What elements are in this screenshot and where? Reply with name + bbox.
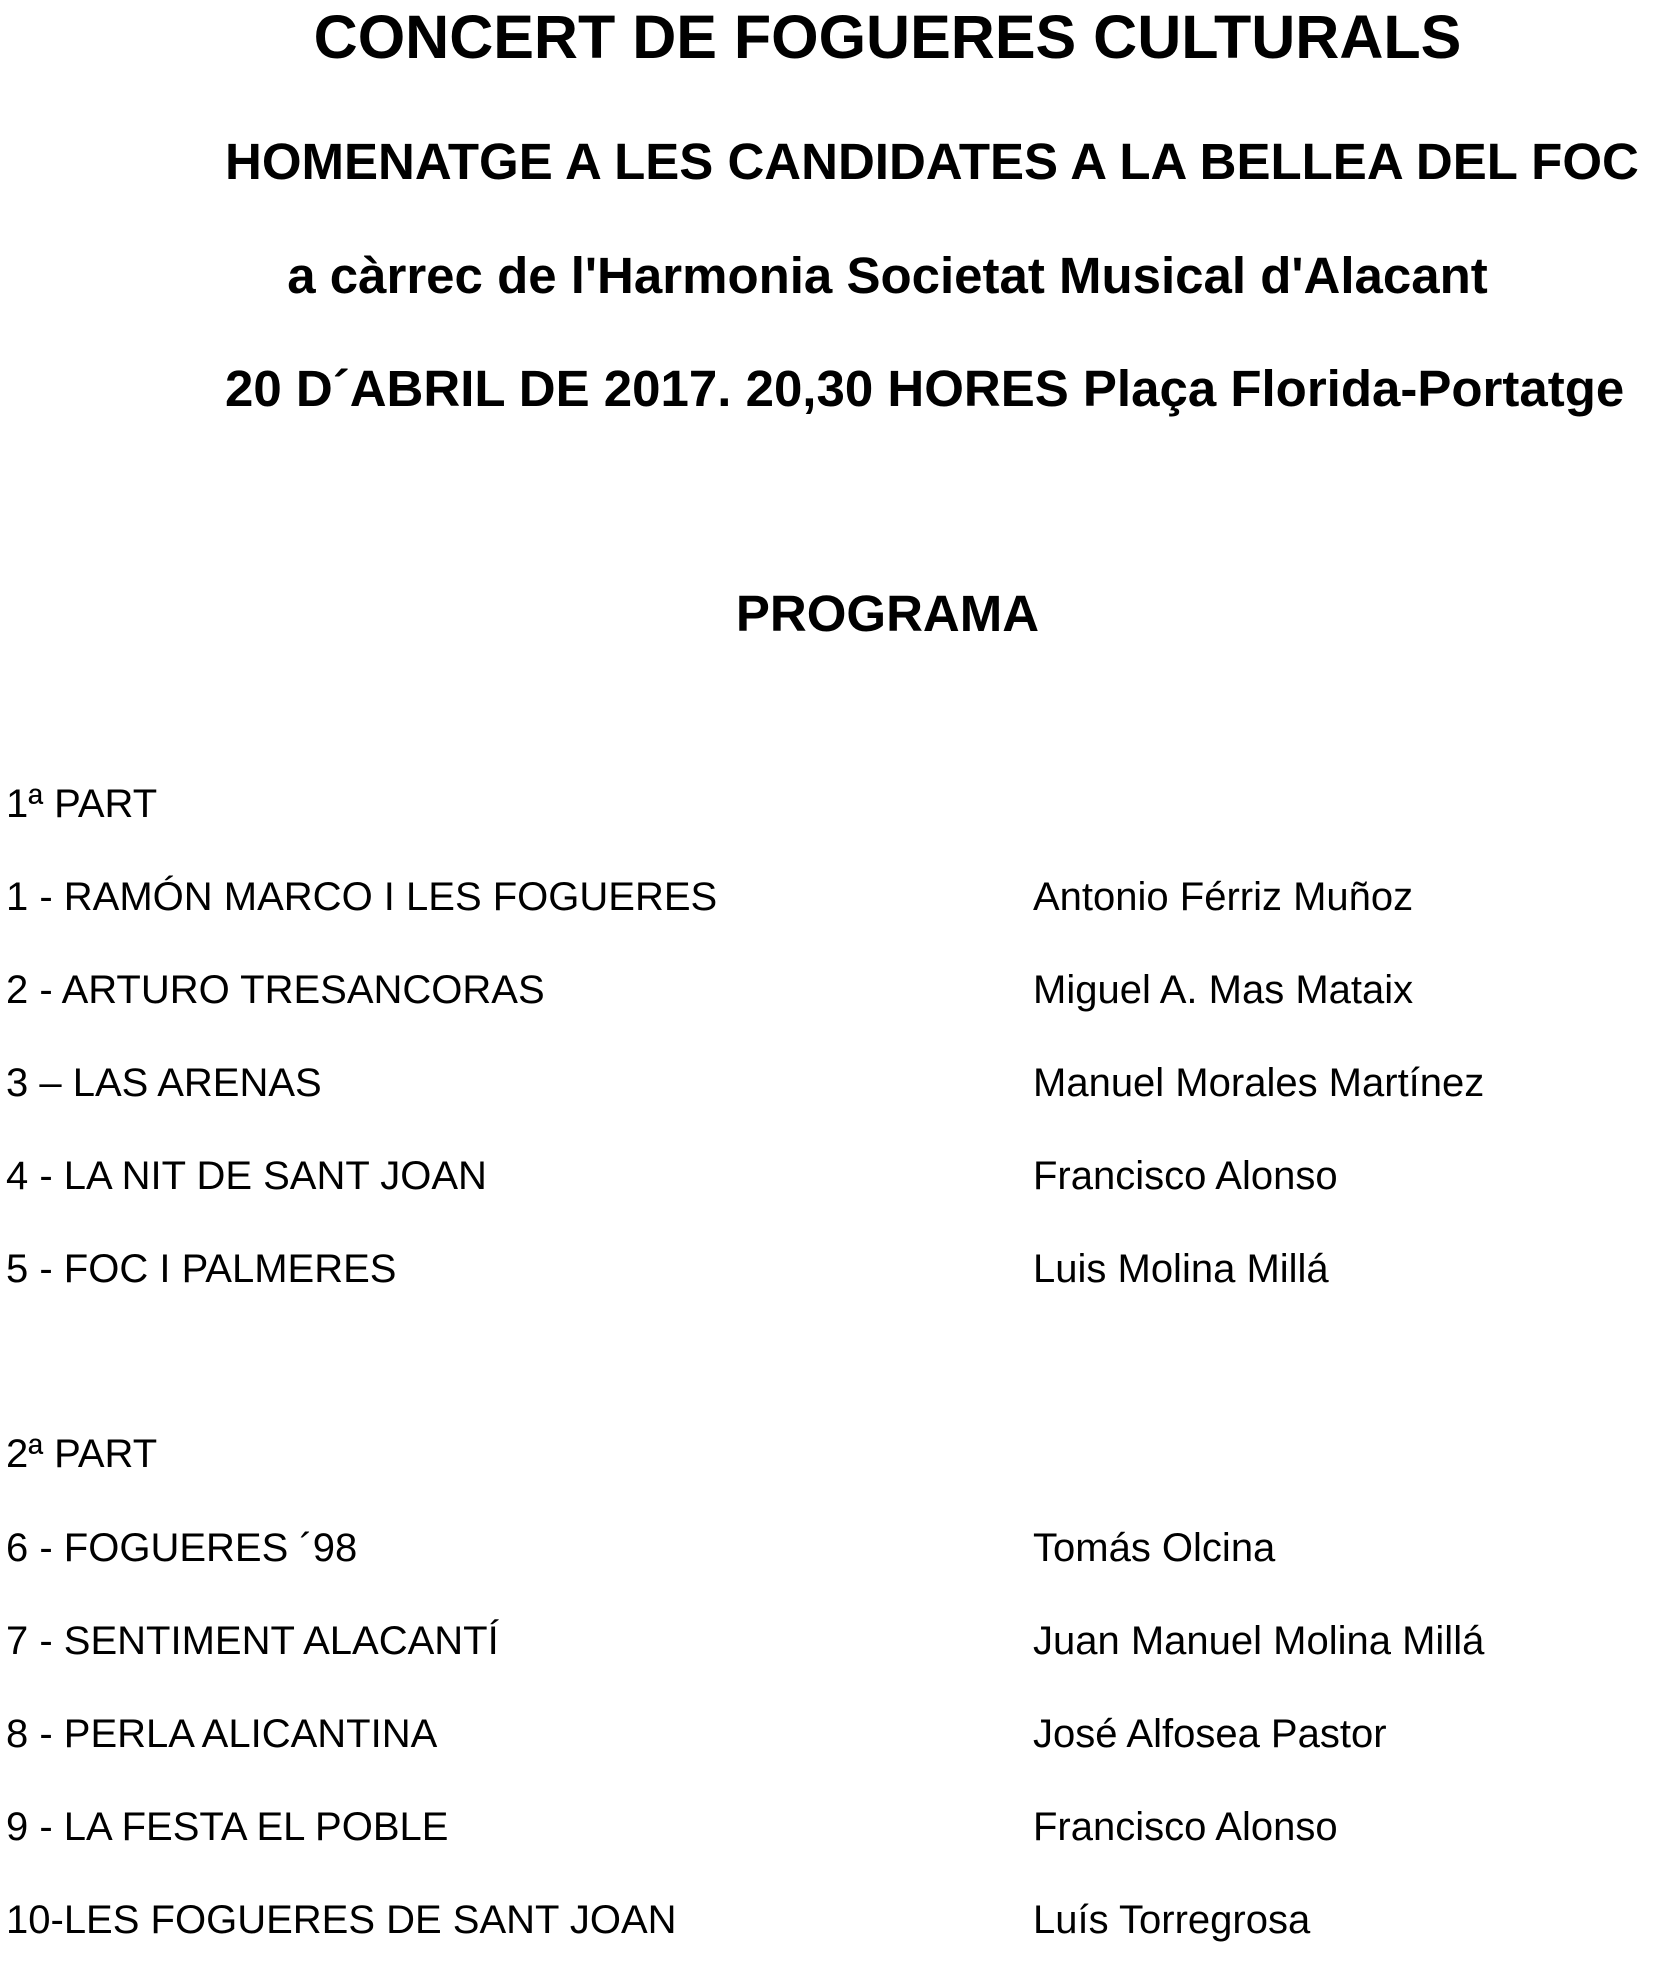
- program-item: [6, 968, 1606, 1018]
- composer-name: José Alfosea Pastor: [1033, 1712, 1387, 1756]
- part-2-label: 2ª PART: [6, 1432, 158, 1476]
- composer-name: Antonio Férriz Muñoz: [1033, 875, 1414, 919]
- piece-title: 5 - FOC I PALMERES: [6, 1247, 397, 1291]
- program-item: [6, 1154, 1606, 1204]
- program-item: [6, 1619, 1606, 1669]
- program-item: [6, 1247, 1606, 1297]
- composer-name: Manuel Morales Martínez: [1033, 1061, 1485, 1105]
- programa-heading: PROGRAMA: [735, 585, 1040, 642]
- piece-title: 7 - SENTIMENT ALACANTÍ: [6, 1619, 499, 1663]
- piece-title: 6 - FOGUERES ´98: [6, 1526, 358, 1570]
- piece-title: 3 – LAS ARENAS: [6, 1061, 322, 1105]
- piece-title: 4 - LA NIT DE SANT JOAN: [6, 1154, 487, 1198]
- program-item: [6, 1712, 1606, 1762]
- composer-name: Luis Molina Millá: [1033, 1247, 1329, 1291]
- composer-name: Miguel A. Mas Mataix: [1033, 968, 1414, 1012]
- page-subtitle: HOMENATGE A LES CANDIDATES A LA BELLEA DEL FOC: [225, 133, 1639, 190]
- program-item: [6, 875, 1606, 925]
- composer-name: Tomás Olcina: [1033, 1526, 1276, 1570]
- page-title: CONCERT DE FOGUERES CULTURALS: [313, 3, 1462, 71]
- composer-name: Francisco Alonso: [1033, 1154, 1338, 1198]
- part-1-label: 1ª PART: [6, 782, 158, 826]
- composer-name: Francisco Alonso: [1033, 1805, 1338, 1849]
- composer-name: Juan Manuel Molina Millá: [1033, 1619, 1485, 1663]
- piece-title: 10-LES FOGUERES DE SANT JOAN: [6, 1898, 677, 1942]
- piece-title: 9 - LA FESTA EL POBLE: [6, 1805, 449, 1849]
- program-item: [6, 1898, 1606, 1948]
- performer-line: a càrrec de l'Harmonia Societat Musical d'Alacant: [287, 247, 1488, 304]
- program-item: [6, 1805, 1606, 1855]
- piece-title: 2 - ARTURO TRESANCORAS: [6, 968, 545, 1012]
- program-item: [6, 1061, 1606, 1111]
- piece-title: 1 - RAMÓN MARCO I LES FOGUERES: [6, 875, 718, 919]
- program-item: [6, 1526, 1606, 1576]
- composer-name: Luís Torregrosa: [1033, 1898, 1311, 1942]
- piece-title: 8 - PERLA ALICANTINA: [6, 1712, 438, 1756]
- date-time-venue: 20 D´ABRIL DE 2017. 20,30 HORES Plaça Florida-Portatge: [225, 360, 1625, 417]
